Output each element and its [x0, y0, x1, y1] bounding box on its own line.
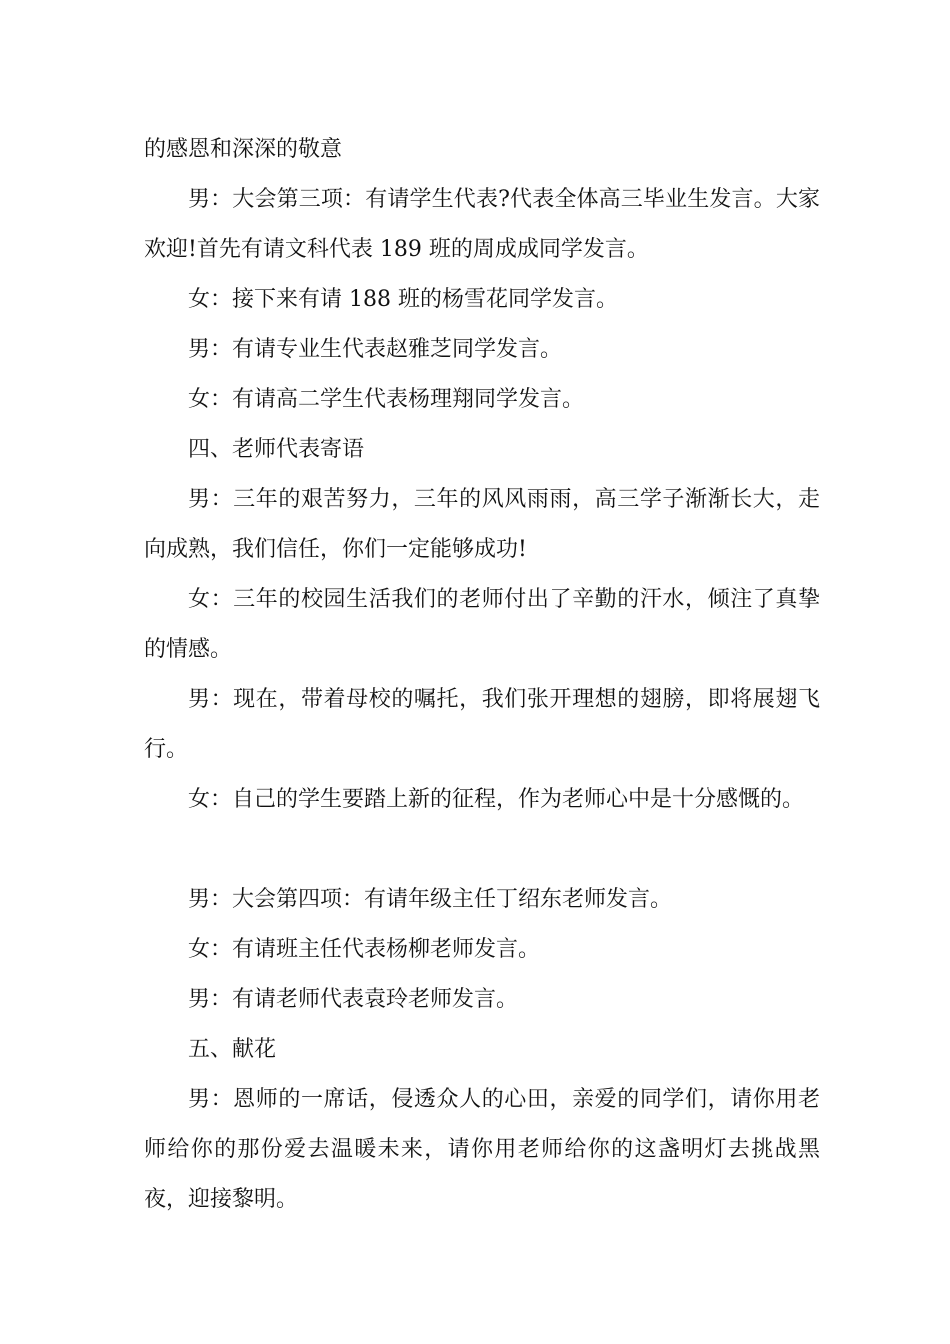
paragraph-3: 女：接下来有请 188 班的杨雪花同学发言。: [188, 287, 618, 312]
paragraph-2: 男：大会第三项：有请学生代表?代表全体高三毕业生发言。大家欢迎!首先有请文科代表 189 班的周成成同学发言。: [144, 187, 820, 262]
paragraph-1: 的感恩和深深的敬意: [144, 137, 343, 162]
blank-line: [144, 825, 820, 875]
paragraph-5: 女：有请高二学生代表杨理翔同学发言。: [188, 387, 585, 412]
paragraph-8: 男：现在，带着母校的嘱托，我们张开理想的翅膀，即将展翅飞行。: [144, 687, 820, 762]
paragraph-13: 男：恩师的一席话，侵透众人的心田，亲爱的同学们，请你用老师给你的那份爱去温暖未来，请你用老师给你的这盏明灯去挑战黑夜，迎接黎明。: [144, 1087, 820, 1212]
paragraph-6: 男：三年的艰苦努力，三年的风风雨雨，高三学子渐渐长大，走向成熟，我们信任，你们一定能够成功!: [144, 487, 820, 562]
paragraph-7: 女：三年的校园生活我们的老师付出了辛勤的汗水，倾注了真挚的情感。: [144, 587, 820, 662]
section-heading-5: 五、献花: [188, 1037, 277, 1062]
paragraph-11: 女：有请班主任代表杨柳老师发言。: [188, 937, 541, 962]
paragraph-4: 男：有请专业生代表赵雅芝同学发言。: [188, 337, 563, 362]
section-heading-4: 四、老师代表寄语: [188, 437, 365, 462]
document-body: [144, 125, 820, 1225]
paragraph-9: 女：自己的学生要踏上新的征程，作为老师心中是十分感慨的。: [188, 787, 805, 812]
paragraph-12: 男：有请老师代表袁玲老师发言。: [188, 987, 519, 1012]
paragraph-10: 男：大会第四项：有请年级主任丁绍东老师发言。: [188, 887, 673, 912]
